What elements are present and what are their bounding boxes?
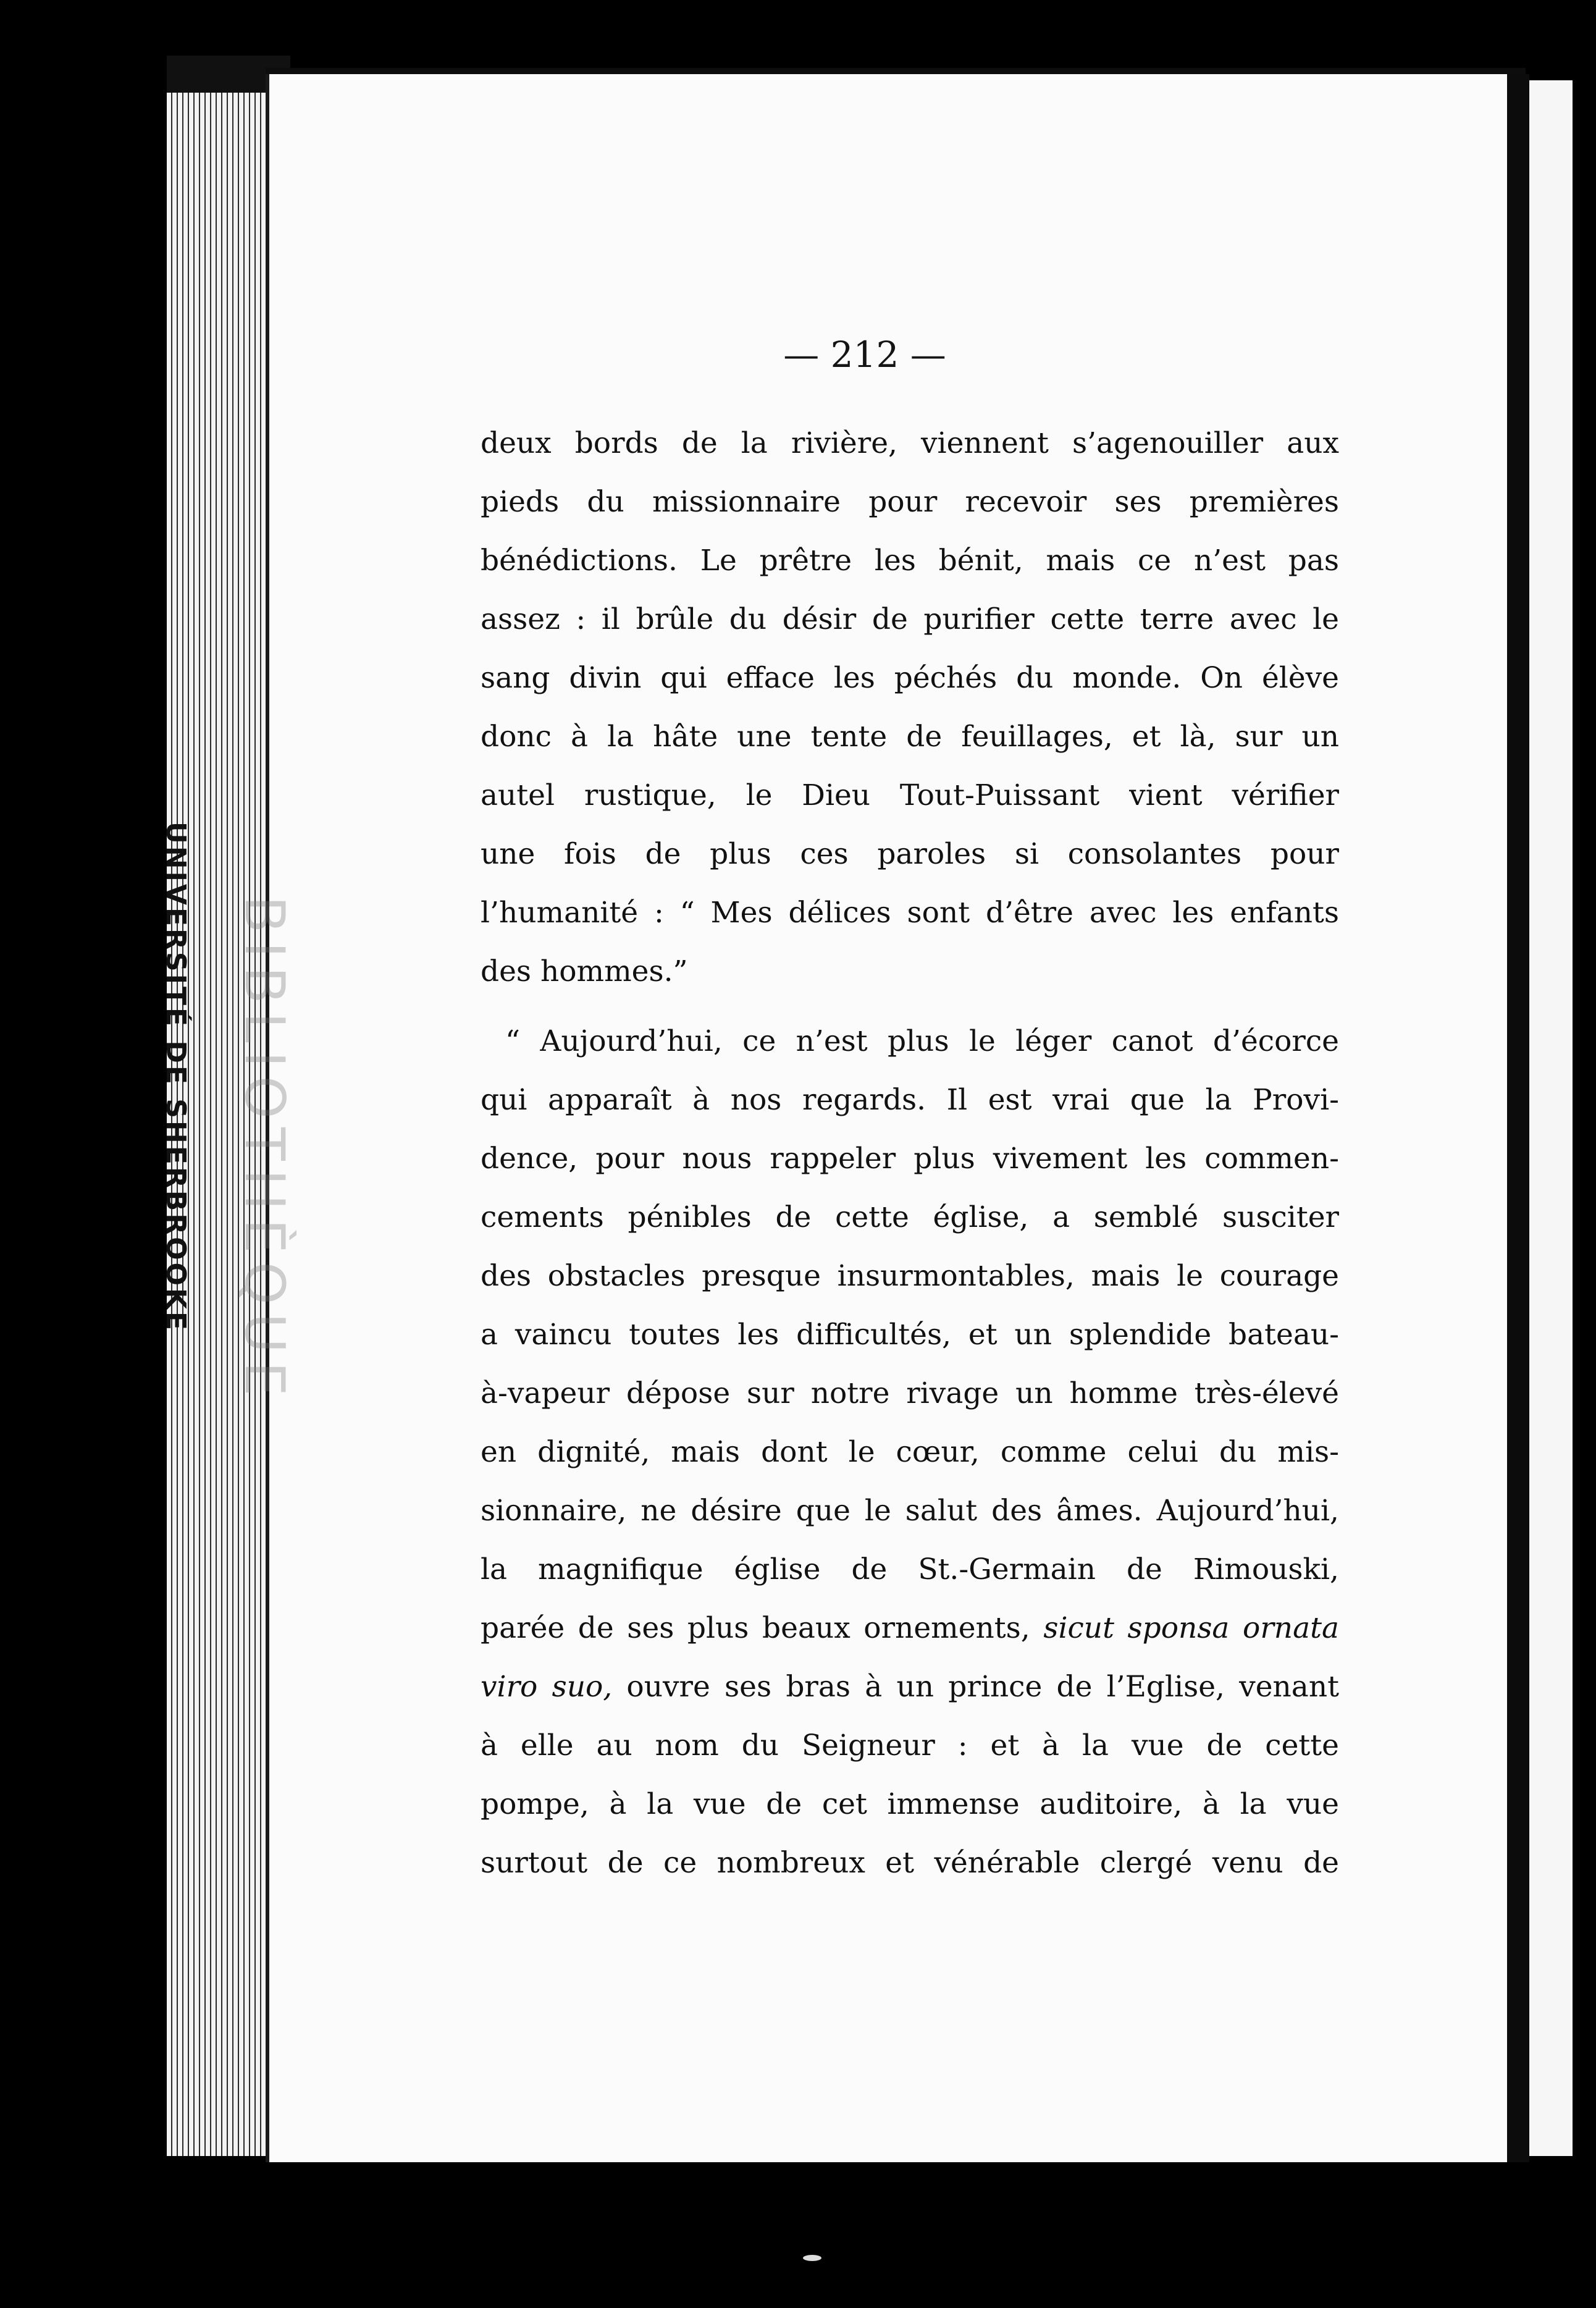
- facing-page-strip: [1529, 80, 1573, 2156]
- text-line: autel rustique, le Dieu Tout-Puissant vient vérifier: [481, 778, 1339, 812]
- text-line: donc à la hâte une tente de feuillages, et là, sur un: [481, 720, 1339, 754]
- text-line: dence, pour nous rappeler plus vivement les commen-: [481, 1142, 1339, 1176]
- text-line: à elle au nom du Seigneur : et à la vue de cette: [481, 1729, 1339, 1763]
- text-line: qui apparaît à nos regards. Il est vrai que la Provi-: [481, 1083, 1339, 1117]
- text-line: surtout de ce nombreux et vénérable clergé venu de: [481, 1846, 1339, 1880]
- text-line: pieds du missionnaire pour recevoir ses premières: [481, 485, 1339, 519]
- text-line: une fois de plus ces paroles si consolantes pour: [481, 837, 1339, 871]
- latin-quote: viro suo,: [481, 1670, 613, 1704]
- latin-quote: sicut sponsa ornata: [1043, 1611, 1340, 1645]
- library-stamp: UNIVERSITÉ DE SHERBROOKE: [160, 822, 191, 1333]
- paragraph-1: [481, 414, 1339, 1001]
- text-segment: parée de ses plus beaux ornements,: [481, 1611, 1044, 1645]
- text-line: des obstacles presque insurmontables, mais le courage: [481, 1259, 1339, 1293]
- text-line: l’humanité : “ Mes délices sont d’être avec les enfants: [481, 896, 1339, 930]
- text-line: cements pénibles de cette église, a semblé susciter: [481, 1200, 1339, 1234]
- page-number: — 212 —: [783, 334, 946, 376]
- text-line: la magnifique église de St.-Germain de Rimouski,: [481, 1552, 1339, 1586]
- text-line: à-vapeur dépose sur notre rivage un homme très-élevé: [481, 1376, 1339, 1410]
- text-line: pompe, à la vue de cet immense auditoire, à la vue: [481, 1787, 1339, 1821]
- text-line: “ Aujourd’hui, ce n’est plus le léger canot d’écorce: [505, 1024, 1339, 1058]
- library-stamp-faint: BIBLIOTHÈQUE: [233, 896, 296, 1405]
- paragraph-2: [481, 1012, 1339, 1892]
- page-gutter-shadow: [1507, 74, 1529, 2162]
- text-line: sang divin qui efface les péchés du monde. On élève: [481, 661, 1339, 695]
- text-segment: ouvre ses bras à un prince de l’Eglise, venant: [612, 1670, 1339, 1704]
- paragraph-gap: [481, 1001, 1339, 1012]
- body-text: [481, 414, 1339, 1892]
- text-line: assez : il brûle du désir de purifier cette terre avec le: [481, 602, 1339, 636]
- text-line: des hommes.”: [481, 954, 688, 988]
- text-line: [481, 1599, 1339, 1657]
- text-line: deux bords de la rivière, viennent s’agenouiller aux: [481, 426, 1339, 460]
- text-line: sionnaire, ne désire que le salut des âmes. Aujourd’hui,: [481, 1494, 1339, 1528]
- text-line: bénédictions. Le prêtre les bénit, mais ce n’est pas: [481, 544, 1339, 578]
- text-line: [481, 1657, 1339, 1716]
- text-line: a vaincu toutes les difficultés, et un splendide bateau-: [481, 1318, 1339, 1352]
- scan-smudge: [803, 2255, 821, 2261]
- text-line: en dignité, mais dont le cœur, comme celui du mis-: [481, 1435, 1339, 1469]
